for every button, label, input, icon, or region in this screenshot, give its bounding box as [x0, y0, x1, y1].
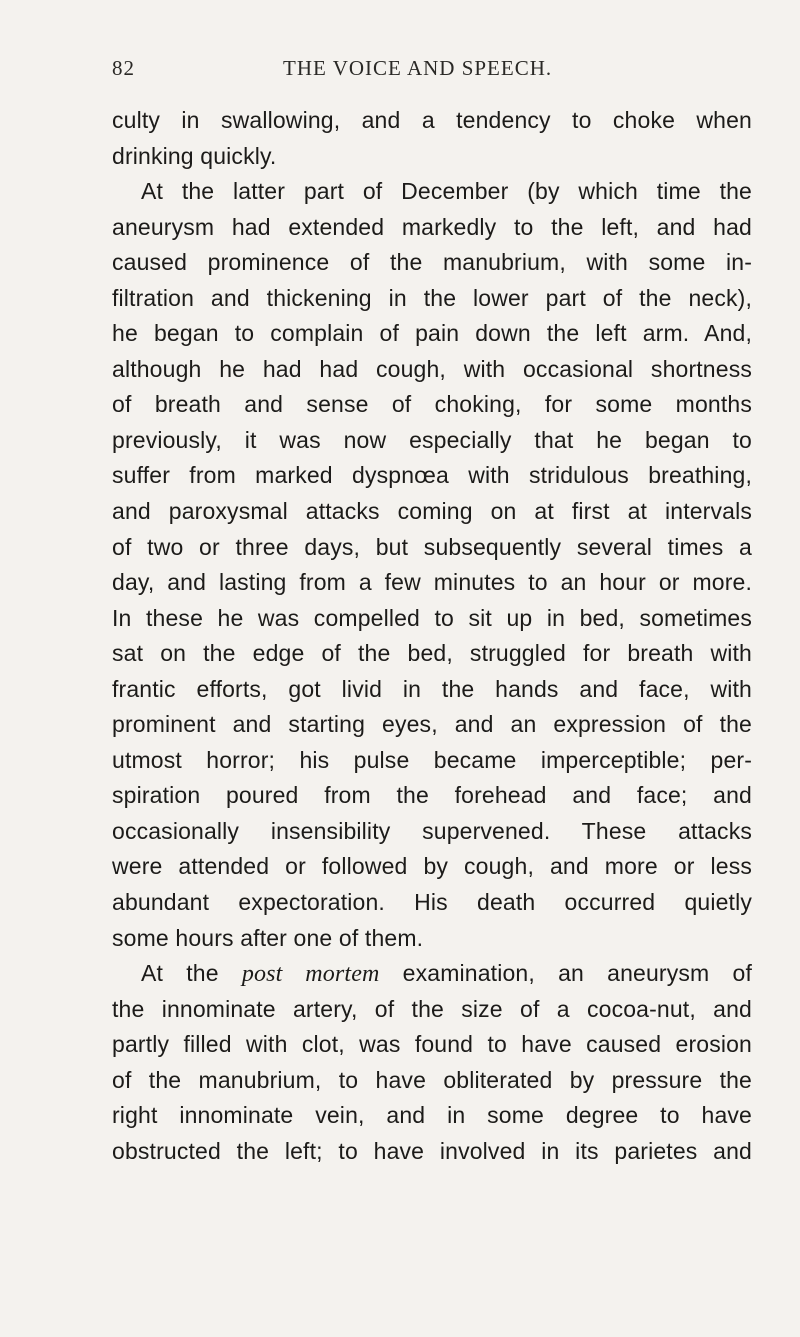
- text-line: suffer from marked dyspnœa with stridulous breathing,: [112, 462, 752, 489]
- text-line: spiration poured from the forehead and face; and: [112, 782, 752, 809]
- text-line: some hours after one of them.: [112, 924, 424, 951]
- running-title: THE VOICE AND SPEECH.: [283, 56, 553, 80]
- text-line: culty in swallowing, and a tendency to choke when: [112, 107, 752, 133]
- text-line: drinking quickly.: [112, 142, 277, 169]
- text-line: aneurysm had extended markedly to the left, and had: [112, 213, 752, 240]
- text-line: of the manubrium, to have obliterated by pressure the: [112, 1066, 752, 1093]
- text-line: prominent and starting eyes, and an expression of the: [112, 711, 752, 738]
- text-line: obstructed the left; to have involved in its parietes and: [112, 1137, 752, 1164]
- text-line-postmortem: [112, 956, 752, 992]
- text-line: caused prominence of the manubrium, with some in-: [112, 249, 752, 276]
- running-head: [0, 46, 800, 86]
- body-text: [112, 103, 752, 1169]
- text-line: previously, it was now especially that he began to: [112, 426, 752, 453]
- text-line: utmost horror; his pulse became imperceptible; per-: [112, 746, 752, 773]
- italic-term: post mortem: [241, 961, 380, 988]
- text-line: abundant expectoration. His death occurred quietly: [112, 889, 752, 916]
- text-line: of two or three days, but subsequently several times a: [112, 533, 752, 560]
- text-line: were attended or followed by cough, and more or less: [112, 853, 752, 880]
- text-line: of breath and sense of choking, for some months: [112, 391, 752, 418]
- text-fragment: At the: [141, 960, 242, 987]
- text-line: occasionally insensibility supervened. These attacks: [112, 817, 752, 844]
- text-line: In these he was compelled to sit up in bed, sometimes: [112, 604, 752, 631]
- text-line: partly filled with clot, was found to have caused erosion: [112, 1031, 752, 1058]
- text-line: At the latter part of December (by which time the: [141, 178, 752, 205]
- text-line: the innominate artery, of the size of a cocoa-nut, and: [112, 995, 752, 1022]
- text-fragment: examination, an aneurysm of: [379, 960, 753, 987]
- text-line: although he had had cough, with occasional shortness: [112, 355, 752, 382]
- text-line: filtration and thickening in the lower part of the neck),: [112, 284, 752, 311]
- text-line: and paroxysmal attacks coming on at first at intervals: [112, 498, 752, 525]
- text-line: right innominate vein, and in some degree to have: [112, 1102, 752, 1129]
- page-number: 82: [112, 56, 135, 80]
- text-line: day, and lasting from a few minutes to an hour or more.: [112, 569, 752, 596]
- text-line: he began to complain of pain down the left arm. And,: [112, 320, 752, 347]
- text-line: frantic efforts, got livid in the hands and face, with: [112, 675, 752, 702]
- text-line: sat on the edge of the bed, struggled for breath with: [112, 640, 752, 667]
